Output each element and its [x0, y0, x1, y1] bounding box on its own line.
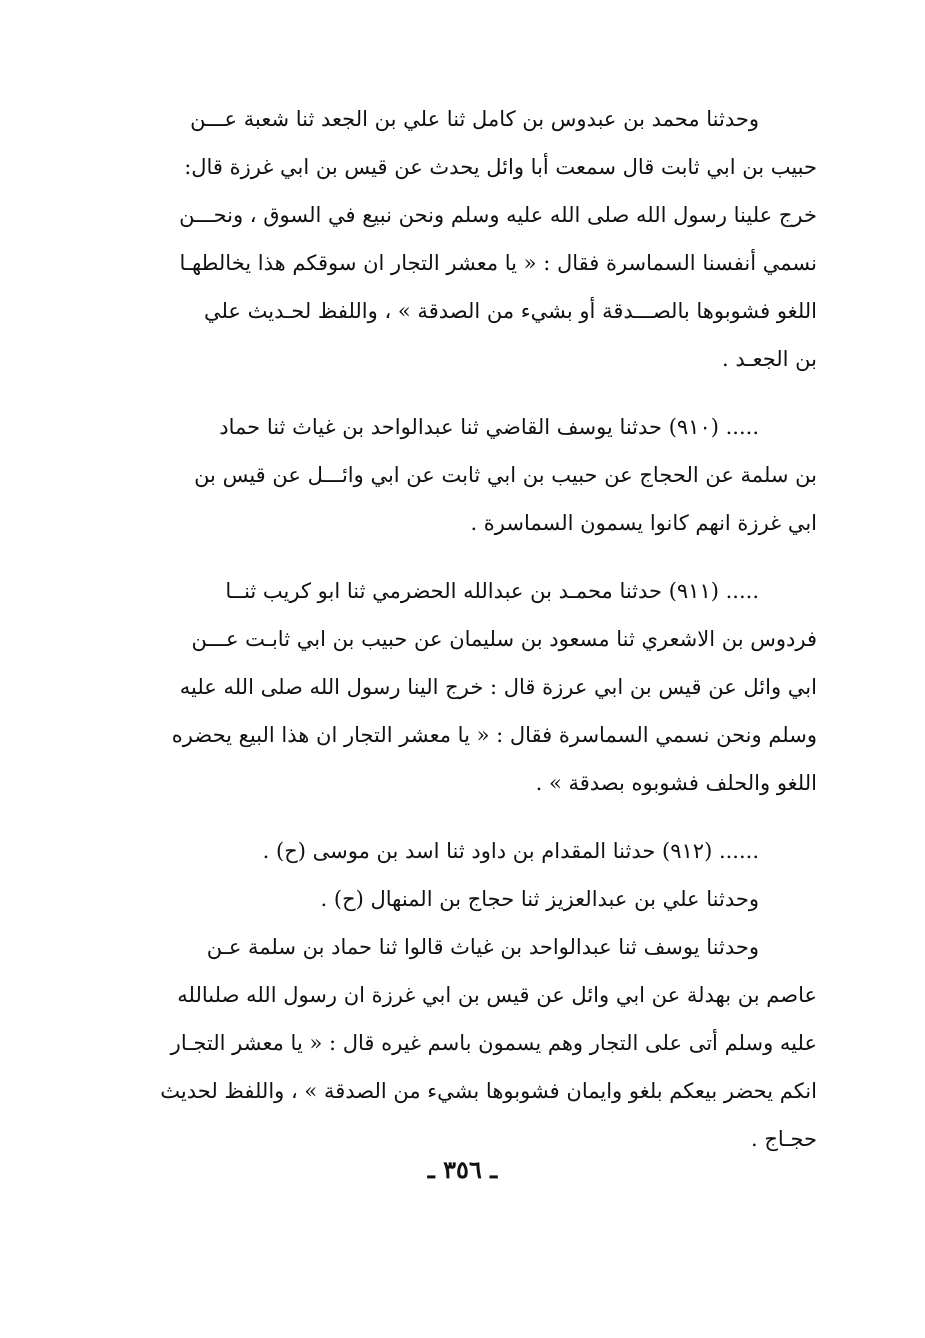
text-line: فردوس بن الاشعري ثنا مسعود بن سليمان عن حبيب بن ابي ثابـت عـــن	[191, 627, 817, 651]
text-line: بن الجعـد .	[722, 347, 817, 371]
text-line: ..... (٩١٠) حدثنا يوسف القاضي ثنا عبدالواحد بن غياث ثنا حماد	[219, 415, 759, 439]
text-line: عاصم بن بهدلة عن ابي وائل عن قيس بن ابي غرزة ان رسول الله صلىالله	[177, 983, 817, 1007]
text-line: وحدثنا محمد بن عبدوس بن كامل ثنا علي بن الجعد ثنا شعبة عـــن	[190, 107, 759, 131]
text-line: ..... (٩١١) حدثنا محمـد بن عبدالله الحضرمي ثنا ابو كريب ثنــا	[225, 579, 759, 603]
text-line: اللغو فشوبوها بالصـــدقة أو بشيء من الصدقة » ، واللفظ لحـديث علي	[203, 299, 817, 323]
page-number: ـ ٣٥٦ ـ	[427, 1155, 498, 1184]
text-line: خرج علينا رسول الله صلى الله عليه وسلم ونحن نبيع في السوق ، ونحـــن	[179, 203, 817, 227]
text-line: وحدثنا علي بن عبدالعزيز ثنا حجاج بن المنهال (ح) .	[320, 887, 759, 911]
text-line: ...... (٩١٢) حدثنا المقدام بن داود ثنا اسد بن موسى (ح) .	[262, 839, 759, 863]
text-line: عليه وسلم أتى على التجار وهم يسمون باسم غيره قال : « يا معشر التجـار	[170, 1031, 817, 1055]
text-line: ابي غرزة انهم كانوا يسمون السماسرة .	[470, 511, 817, 535]
text-line: ابي وائل عن قيس بن ابي عرزة قال : خرج الينا رسول الله صلى الله عليه	[179, 675, 817, 699]
text-line: نسمي أنفسنا السماسرة فقال : « يا معشر التجار ان سوقكم هذا يخالطهـا	[179, 251, 817, 275]
text-line: اللغو والحلف فشوبوه بصدقة » .	[535, 771, 817, 795]
text-line: حبيب بن ابي ثابت قال سمعت أبا وائل يحدث عن قيس بن ابي غرزة قال:	[184, 155, 817, 179]
paragraph-4	[105, 827, 817, 1163]
text-line: حجـاج .	[751, 1127, 817, 1151]
text-line: وحدثنا يوسف ثنا عبدالواحد بن غياث قالوا ثنا حماد بن سلمة عـن	[206, 935, 759, 959]
paragraph-3	[105, 567, 817, 807]
hadith-text-block	[105, 95, 817, 1163]
paragraph-2	[105, 403, 817, 547]
text-line: بن سلمة عن الحجاج عن حبيب بن ابي ثابت عن ابي وائـــل عن قيس بن	[194, 463, 817, 487]
paragraph-1	[105, 95, 817, 383]
text-line: وسلم ونحن نسمي السماسرة فقال : « يا معشر التجار ان هذا البيع يحضره	[171, 723, 817, 747]
text-line: انكم يحضر بيعكم بلغو وايمان فشوبوها بشيء من الصدقة » ، واللفظ لحديث	[160, 1079, 817, 1103]
